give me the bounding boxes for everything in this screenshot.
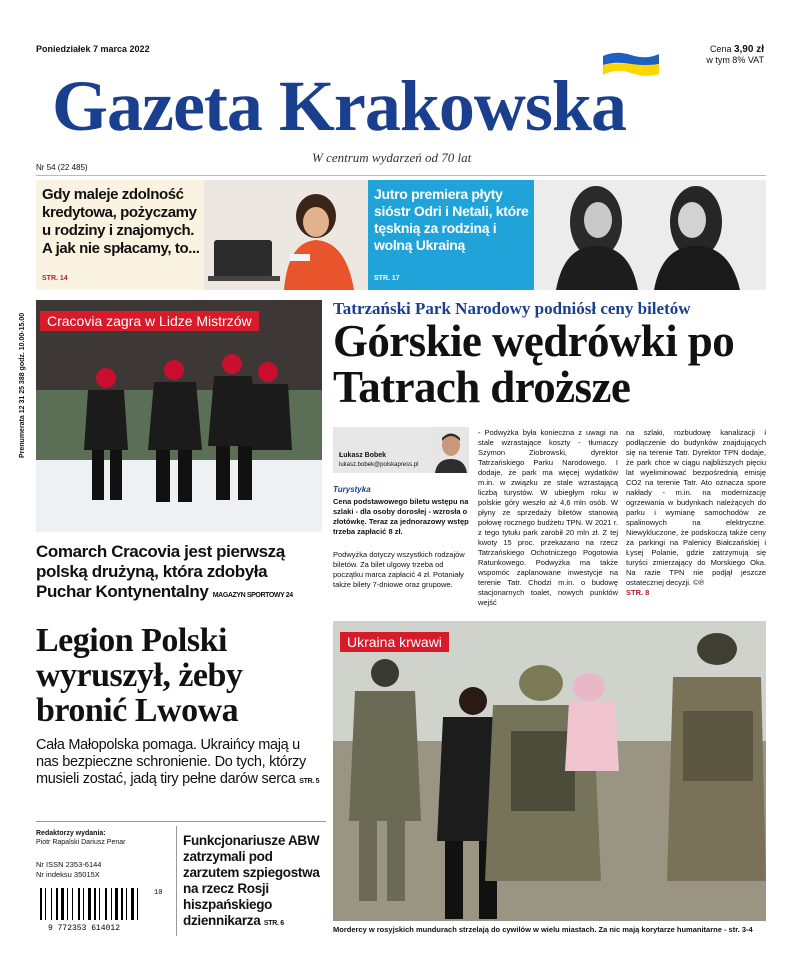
divider (176, 826, 177, 936)
index-number: Nr indeksu 35015X (36, 870, 100, 879)
author-name: Łukasz Bobek (339, 452, 387, 459)
end-mark: ©℗ (693, 578, 705, 587)
subscription-text: Prenumerata 12 31 25 388 godz. 10.00-15.00 (19, 312, 26, 458)
teaser-photo (204, 180, 368, 290)
legion-summary (36, 737, 326, 790)
barcode-digits: 9 772353 614012 (48, 924, 121, 931)
editors-names: Piotr Rapalski Dariusz Penar (36, 839, 126, 846)
subscription-info (14, 300, 28, 460)
page-ref: STR. 17 (374, 275, 400, 282)
story-column-text: na szlaki, rozbudowę kanalizacji i podłączenie do budynków znajdujących się na terenie Tatr. Dyrektor TPN dodaje, że park chce w ciągu najbliższych pięciu lat wyeliminować bezpośrednią emisję CO2 na terenie Tatr. Ato oznacza spore nakłady - m.in. na modernizację ogrzewania w budynkach należących do parku i wymianę samochodów ze spalinowych na elektryczne. Niewykluczone, że podskoczą także ceny za parkingi na Palenicy Białczańskiej i Łysej Polanie, gdzie zatrzymują się turyści zmierzający do Morskiego Oka. Na razie TPN nie podjął jeszcze ostatecznej decyzji. (626, 428, 766, 587)
abw-headline[interactable] (183, 833, 328, 932)
hockey-photo[interactable] (36, 300, 322, 532)
author-email[interactable]: lukasz.bobek@polskapress.pl (339, 462, 419, 468)
abw-headline-text: Funkcjonariusze ABW zatrzymali pod zarzutem szpiegostwa na rzecz Rosji hiszpańskiego dziennikarza (183, 833, 320, 928)
issn-number: Nr ISSN 2353-6144 (36, 860, 102, 869)
author-avatar (433, 427, 469, 473)
teaser-headline: Jutro premiera płyty sióstr Odri i Netali, które tęsknią za rodziną i wolną Ukrainą (374, 186, 529, 253)
divider (36, 821, 326, 822)
page-ref: STR. 6 (263, 920, 284, 927)
photo-tag: Ukraina krwawi (340, 632, 449, 652)
legion-headline[interactable]: Legion Polski wyruszył, żeby bronić Lwowa (36, 622, 243, 729)
section-label: Turystyka (333, 485, 371, 494)
story-kicker: Tatrzański Park Narodowy podniósł ceny biletów (333, 299, 691, 318)
section-ref: MAGAZYN SPORTOWY 24 (212, 592, 293, 599)
page-ref: STR. 14 (42, 275, 68, 282)
newspaper-title[interactable]: Gazeta Krakowska (52, 66, 626, 146)
divider (36, 175, 766, 176)
hockey-headline[interactable] (36, 542, 326, 606)
price-value: 3,90 zł (733, 44, 764, 55)
photo-tag: Cracovia zagra w Lidze Mistrzów (40, 311, 259, 331)
page-ref: STR. 8 (626, 588, 650, 597)
page-ref: STR. 5 (299, 778, 320, 785)
teaser-music[interactable] (368, 180, 766, 290)
teaser-photo (534, 180, 766, 290)
story-lead: Cena podstawowego biletu wstępu na szlaki - dla osoby dorosłej - wzrosła o złotówkę. Teraz za jednorazowy wstęp trzeba zapłacić 8 zł. (333, 497, 469, 536)
editors-info (36, 829, 125, 847)
story-column (626, 428, 766, 598)
teaser-text-box (368, 180, 534, 290)
price-box (706, 44, 764, 66)
barcode (36, 886, 172, 931)
issue-number: Nr 54 (22 485) (36, 163, 88, 172)
vat-note: w tym 8% VAT (706, 55, 764, 65)
price-label: Cena (709, 44, 732, 54)
photo-caption: Mordercy w rosyjskich mundurach strzelają do cywilów w wielu miastach. Za nic mają korytarze humanitarne - str. 3-4 (333, 925, 753, 934)
story-column: - Podwyżka była konieczna z uwagi na stale wzrastające koszty - tłumaczy Szymon Ziobrowski, dyrektor Tatrzańskiego Parku Narodowego. I dodaje, że park ma więcej wydatków m.in. w związku ze stale wzrastającą liczbą turystów. W ubiegłym roku w polskie góry weszło aż 4,6 mln osób. W płyny ze sprzedaży biletów stanowią połowę rocznego budżetu TPN. W 2021 r. z tego tytułu park zarobił 20 mln zł. Z tej kwoty 15 proc. przekazano na rzecz Tatrzańskiego Ochotniczego Pogotowia Ratunkowego. Podwyżka ma także wspomóc zaplanowane inwestycje na terenie Tatr. Chodzi m.in. o budowę stacjonarnych toalet, nowych punktów wejść (478, 428, 618, 607)
ukraine-photo[interactable] (333, 621, 766, 921)
issn-info (36, 860, 101, 880)
teaser-headline: Gdy maleje zdolność kredytowa, pożyczamy u rodziny i znajomych. A jak nie spłacamy, to... (42, 186, 200, 257)
main-headline[interactable]: Górskie wędrówki po Tatrach droższe (333, 316, 735, 412)
barcode-issue: 10 (154, 889, 163, 897)
hockey-headline-text: Comarch Cracovia jest pierwszą polską drużyną, która zdobyła Puchar Kontynentalny (36, 542, 285, 601)
story-intro: Podwyżka dotyczy wszystkich rodzajów biletów. Za bilet ulgowy trzeba od początku marca zapłacić 4 zł. Potaniały także bilety 7-dniowe oraz grupowe. (333, 550, 465, 589)
tagline: W centrum wydarzeń od 70 lat (312, 150, 472, 165)
teaser-credit[interactable] (36, 180, 368, 290)
issue-date: Poniedziałek 7 marca 2022 (36, 44, 150, 54)
legion-summary-text: Cała Małopolska pomaga. Ukraińcy mają u nas bezpieczne schronienie. Do tych, którzy musieli zostać, jadą tiry pełne darów serca (36, 737, 306, 787)
editors-label: Redaktorzy wydania: (36, 830, 106, 837)
